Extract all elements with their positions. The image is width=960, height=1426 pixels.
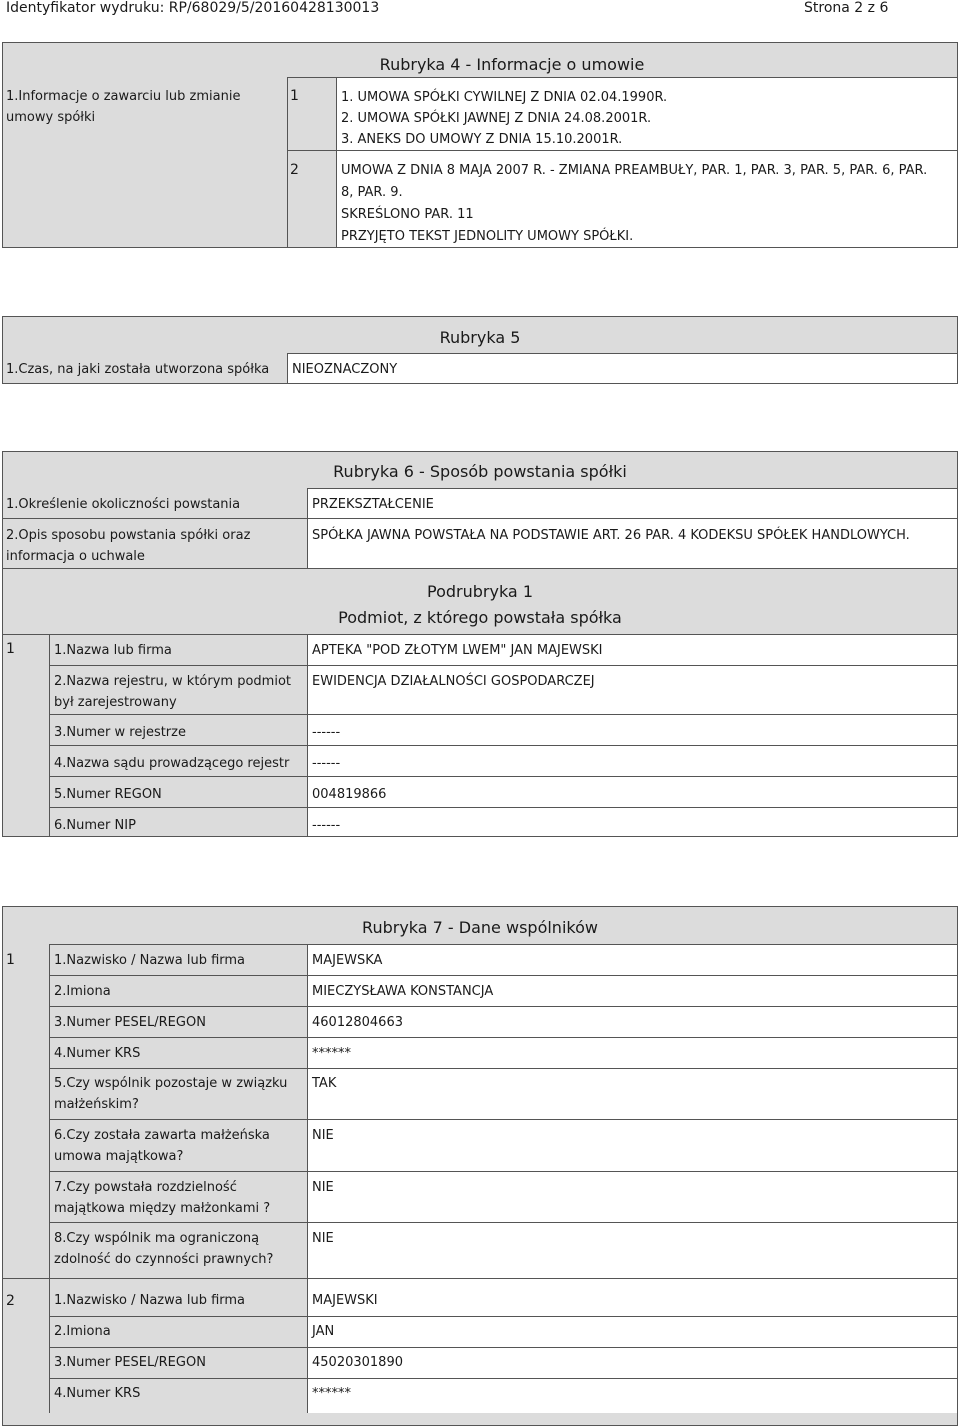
contract-entry-line: SKREŚLONO PAR. 11 [341,207,474,222]
partner-field-value: ****** [312,1046,351,1061]
source-field-label: 2.Nazwa rejestru, w którym podmiot był zarejestrowany [54,674,291,710]
partner-field-value: NIE [312,1231,334,1246]
source-field-value: ------ [312,818,341,833]
duration-value: NIEOZNACZONY [292,362,398,377]
contract-entry-line: 1. UMOWA SPÓŁKI CYWILNEJ Z DNIA 02.04.1990R. [341,90,668,105]
source-field-label: 5.Numer REGON [54,787,162,802]
partner-field-value: NIE [312,1180,334,1195]
partner-field-label: 2.Imiona [54,984,111,999]
partner-field-value: 46012804663 [312,1015,403,1030]
partner-field-value: TAK [312,1076,337,1091]
contract-entry-line: 2. UMOWA SPÓŁKI JAWNEJ Z DNIA 24.08.2001R. [341,111,652,126]
partner-field-value: MAJEWSKA [312,953,383,968]
partner-field-value: ****** [312,1386,351,1401]
source-entity-number: 1 [6,641,15,657]
partner-field-label: 4.Numer KRS [54,1046,141,1061]
partner-field-value: JAN [312,1324,335,1339]
source-field-label: 3.Numer w rejestrze [54,725,186,740]
rubryka-4-title: Rubryka 4 - Informacje o umowie [379,55,645,74]
origin-circumstance-label: 1.Określenie okoliczności powstania [6,497,241,512]
partner-number: 1 [6,952,15,968]
partner-field-label: 6.Czy została zawarta małżeńska umowa majątkowa? [54,1128,270,1164]
contract-entry-line: 3. ANEKS DO UMOWY Z DNIA 15.10.2001R. [341,132,623,147]
origin-description-label: 2.Opis sposobu powstania spółki oraz informacja o uchwale [6,528,251,564]
rubryka-5-title: Rubryka 5 [439,328,521,347]
contract-entry-line: 8, PAR. 9. [341,185,403,200]
rubryka-7-title: Rubryka 7 - Dane wspólników [362,918,598,937]
partner-field-label: 1.Nazwisko / Nazwa lub firma [54,953,246,968]
partner-field-label: 3.Numer PESEL/REGON [54,1355,206,1370]
contract-entry-line: UMOWA Z DNIA 8 MAJA 2007 R. - ZMIANA PREAMBUŁY, PAR. 1, PAR. 3, PAR. 5, PAR. 6, PAR. [341,163,928,178]
partner-field-value: MIECZYSŁAWA KONSTANCJA [312,984,494,999]
source-field-value: ------ [312,756,341,771]
print-identifier: Identyfikator wydruku: RP/68029/5/20160428130013 [6,0,380,16]
subsection-subtitle: Podmiot, z którego powstała spółka [338,608,622,627]
origin-circumstance-value: PRZEKSZTAŁCENIE [312,497,434,512]
partner-field-value: NIE [312,1128,334,1143]
partner-field-label: 8.Czy wspólnik ma ograniczoną zdolność do czynności prawnych? [54,1231,274,1267]
partner-field-label: 2.Imiona [54,1324,111,1339]
partner-field-value: MAJEWSKI [312,1293,378,1308]
page-number: Strona 2 z 6 [804,0,889,16]
contract-entry-line: PRZYJĘTO TEKST JEDNOLITY UMOWY SPÓŁKI. [341,229,634,244]
subsection-title: Podrubryka 1 [427,582,533,601]
partner-field-value: 45020301890 [312,1355,403,1370]
partner-field-label: 7.Czy powstała rozdzielność majątkowa między małżonkami ? [54,1180,271,1216]
partner-field-label: 5.Czy wspólnik pozostaje w związku małżeńskim? [54,1076,288,1112]
source-field-value: ------ [312,725,341,740]
contract-entry-number: 2 [290,162,299,178]
partner-number: 2 [6,1293,15,1309]
source-field-value: 004819866 [312,787,387,802]
source-field-value: EWIDENCJA DZIAŁALNOŚCI GOSPODARCZEJ [312,674,595,689]
source-field-label: 1.Nazwa lub firma [54,643,172,658]
contract-info-label: 1.Informacje o zawarciu lub zmianie umowy spółki [6,89,241,125]
partner-field-label: 4.Numer KRS [54,1386,141,1401]
origin-description-value: SPÓŁKA JAWNA POWSTAŁA NA PODSTAWIE ART. 26 PAR. 4 KODEKSU SPÓŁEK HANDLOWYCH. [312,528,910,543]
rubryka-6-title: Rubryka 6 - Sposób powstania spółki [333,462,627,481]
duration-label: 1.Czas, na jaki została utworzona spółka [6,362,270,377]
partner-field-label: 1.Nazwisko / Nazwa lub firma [54,1293,246,1308]
source-field-value: APTEKA "POD ZŁOTYM LWEM" JAN MAJEWSKI [312,643,603,658]
contract-entry-number: 1 [290,88,299,104]
partner-field-label: 3.Numer PESEL/REGON [54,1015,206,1030]
source-field-label: 4.Nazwa sądu prowadzącego rejestr [54,756,290,771]
source-field-label: 6.Numer NIP [54,818,136,833]
